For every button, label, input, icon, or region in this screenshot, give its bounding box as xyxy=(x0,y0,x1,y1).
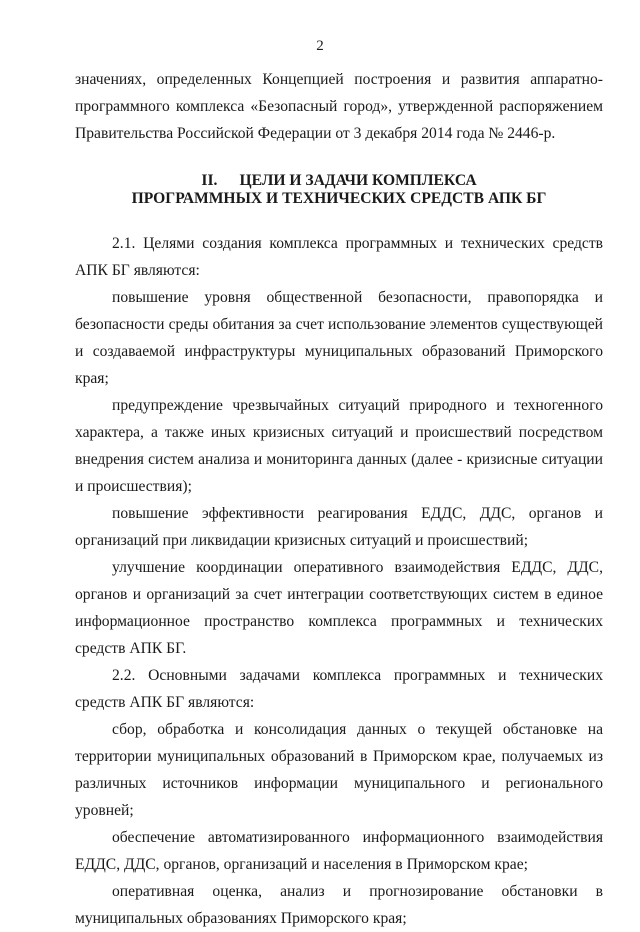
clause-2-1-item: предупреждение чрезвычайных ситуаций природного и техногенного характера, а также иных кризисных ситуаций и происшествий посредством внедрения систем анализа и мониторинга данных (далее - кризисные ситуации и происшествия); xyxy=(75,397,603,495)
clause-2-2-item: обеспечение автоматизированного информационного взаимодействия ЕДДС, ДДС, органов, организаций и населения в Приморском крае; xyxy=(75,829,603,873)
clause-2-2-item: оперативная оценка, анализ и прогнозирование обстановки в муниципальных образованиях Приморского края; xyxy=(75,883,603,927)
clause-2-1-item: повышение уровня общественной безопасности, правопорядка и безопасности среды обитания за счет использование элементов существующей и создаваемой инфраструктуры муниципальных образований Приморского края; xyxy=(75,289,603,387)
clause-2-1-lead: 2.1. Целями создания комплекса программных и технических средств АПК БГ являются: xyxy=(75,235,603,279)
section-heading xyxy=(75,172,603,208)
document-body xyxy=(75,66,603,932)
section-number: II. xyxy=(201,172,218,189)
section-title-line2: ПРОГРАММНЫХ И ТЕХНИЧЕСКИХ СРЕДСТВ АПК БГ xyxy=(131,190,547,207)
intro-paragraph: значениях, определенных Концепцией построения и развития аппаратно-программного комплекса «Безопасный город», утвержденной распоряжением Правительства Российской Федерации от 3 декабря 2014 года № 2446-р. xyxy=(75,71,603,142)
clause-2-1-item: улучшение координации оперативного взаимодействия ЕДДС, ДДС, органов и организаций за счет интеграции соответствующих систем в единое информационное пространство комплекса программных и технических средств АПК БГ. xyxy=(75,559,603,657)
clause-2-1-item: повышение эффективности реагирования ЕДДС, ДДС, органов и организаций при ликвидации кризисных ситуаций и происшествий; xyxy=(75,505,603,549)
section-heading-line1 xyxy=(75,172,603,190)
section-title-line1: ЦЕЛИ И ЗАДАЧИ КОМПЛЕКСА xyxy=(239,172,477,189)
clause-2-2-lead: 2.2. Основными задачами комплекса программных и технических средств АПК БГ являются: xyxy=(75,667,603,711)
clause-2-2-item: сбор, обработка и консолидация данных о текущей обстановке на территории муниципальных образований в Приморском крае, получаемых из различных источников информации муниципального и регионального уровней; xyxy=(75,721,603,819)
page-number: 2 xyxy=(316,38,324,54)
